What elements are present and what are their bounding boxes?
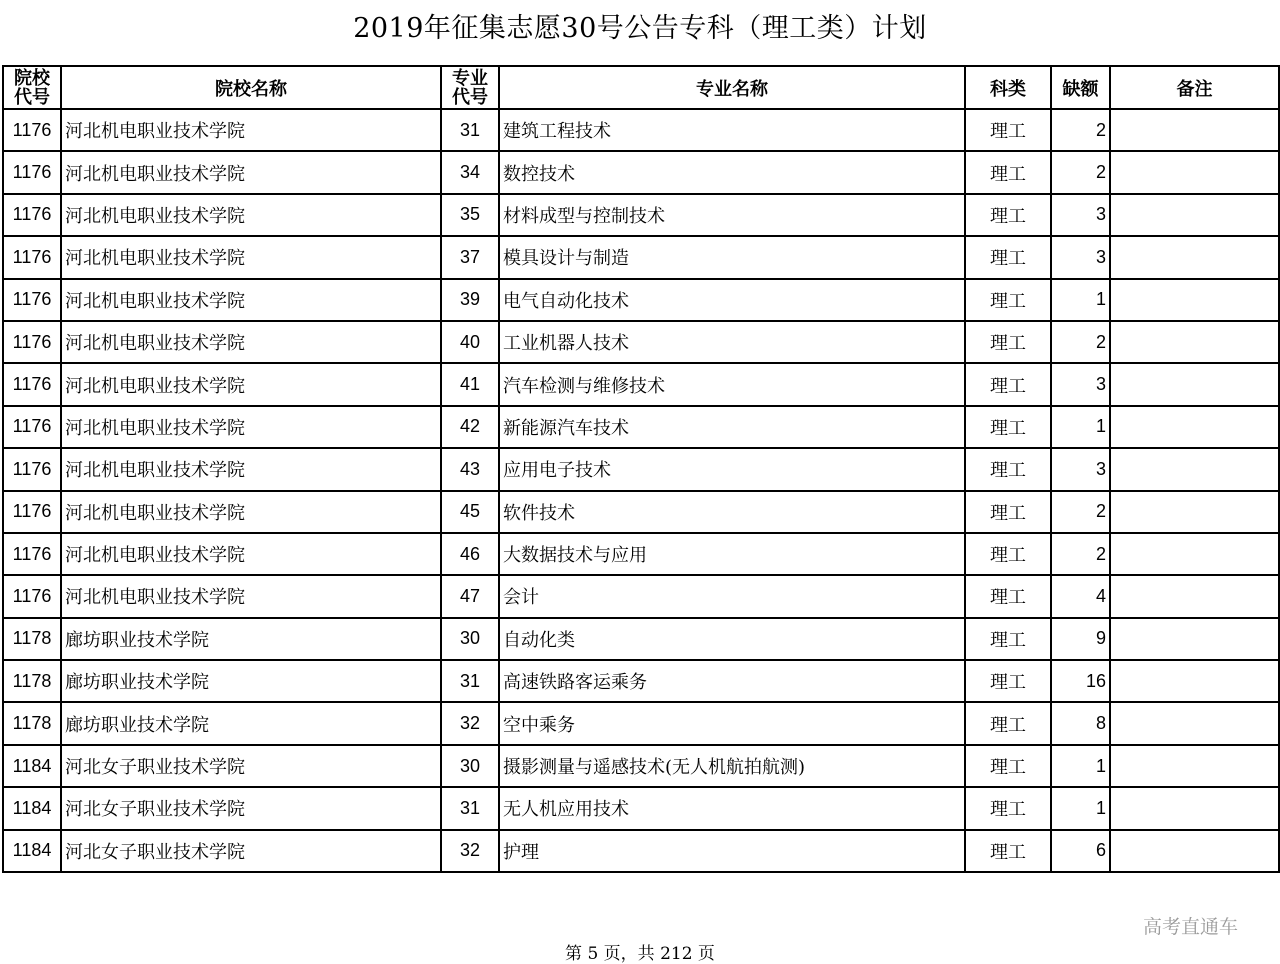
cell-remark [1110,702,1279,744]
cell-category: 理工 [965,787,1051,829]
cell-school-name: 河北机电职业技术学院 [61,491,441,533]
cell-major-code: 40 [441,321,499,363]
table-row [3,109,1279,151]
cell-category: 理工 [965,830,1051,872]
cell-major-code: 39 [441,279,499,321]
cell-school-name: 河北机电职业技术学院 [61,279,441,321]
cell-major-name: 无人机应用技术 [499,787,965,829]
cell-school-code: 1176 [3,279,61,321]
cell-quota: 3 [1051,194,1110,236]
header-school-code: 院校代号 [3,66,61,109]
cell-school-code: 1176 [3,194,61,236]
cell-major-code: 31 [441,109,499,151]
table-row [3,830,1279,872]
header-category: 科类 [965,66,1051,109]
cell-category: 理工 [965,448,1051,490]
cell-school-name: 廊坊职业技术学院 [61,660,441,702]
cell-school-name: 河北机电职业技术学院 [61,575,441,617]
watermark-text: 高考直通车 [1143,916,1239,938]
cell-category: 理工 [965,321,1051,363]
cell-remark [1110,491,1279,533]
cell-school-code: 1178 [3,660,61,702]
cell-school-code: 1176 [3,406,61,448]
table-row [3,236,1279,278]
cell-school-code: 1176 [3,151,61,193]
cell-category: 理工 [965,575,1051,617]
cell-major-code: 34 [441,151,499,193]
cell-major-code: 45 [441,491,499,533]
cell-school-name: 河北机电职业技术学院 [61,151,441,193]
page-footer: 第 5 页，共 212 页 [565,944,715,964]
cell-quota: 1 [1051,787,1110,829]
cell-major-name: 模具设计与制造 [499,236,965,278]
cell-school-code: 1178 [3,702,61,744]
cell-remark [1110,448,1279,490]
cell-school-code: 1176 [3,533,61,575]
table-row [3,533,1279,575]
cell-school-name: 河北女子职业技术学院 [61,745,441,787]
cell-quota: 4 [1051,575,1110,617]
cell-quota: 3 [1051,448,1110,490]
cell-quota: 2 [1051,491,1110,533]
cell-major-name: 应用电子技术 [499,448,965,490]
cell-school-code: 1176 [3,236,61,278]
cell-category: 理工 [965,660,1051,702]
header-quota: 缺额 [1051,66,1110,109]
cell-quota: 2 [1051,109,1110,151]
cell-remark [1110,787,1279,829]
cell-major-name: 软件技术 [499,491,965,533]
table-row [3,363,1279,405]
cell-quota: 9 [1051,618,1110,660]
cell-quota: 8 [1051,702,1110,744]
cell-major-name: 汽车检测与维修技术 [499,363,965,405]
cell-remark [1110,194,1279,236]
cell-school-code: 1176 [3,363,61,405]
cell-school-name: 河北机电职业技术学院 [61,236,441,278]
table-row [3,279,1279,321]
cell-category: 理工 [965,194,1051,236]
cell-school-name: 河北机电职业技术学院 [61,109,441,151]
table-row [3,321,1279,363]
cell-major-code: 47 [441,575,499,617]
cell-remark [1110,109,1279,151]
cell-school-code: 1176 [3,491,61,533]
table-row [3,491,1279,533]
cell-category: 理工 [965,236,1051,278]
cell-remark [1110,321,1279,363]
header-school-name: 院校名称 [61,66,441,109]
cell-school-name: 河北机电职业技术学院 [61,448,441,490]
cell-quota: 3 [1051,363,1110,405]
cell-category: 理工 [965,702,1051,744]
cell-major-code: 31 [441,660,499,702]
cell-school-code: 1176 [3,109,61,151]
cell-school-code: 1176 [3,321,61,363]
cell-school-code: 1184 [3,787,61,829]
header-major-name: 专业名称 [499,66,965,109]
table-header-row [3,66,1279,109]
table-row [3,702,1279,744]
cell-category: 理工 [965,406,1051,448]
cell-quota: 1 [1051,279,1110,321]
cell-quota: 2 [1051,533,1110,575]
table-row [3,151,1279,193]
table-row [3,448,1279,490]
cell-school-name: 河北机电职业技术学院 [61,406,441,448]
cell-category: 理工 [965,491,1051,533]
table-row [3,618,1279,660]
cell-category: 理工 [965,279,1051,321]
cell-major-code: 32 [441,702,499,744]
cell-major-name: 摄影测量与遥感技术(无人机航拍航测) [499,745,965,787]
document-title: 2019年征集志愿30号公告专科（理工类）计划 [353,13,927,44]
cell-major-code: 43 [441,448,499,490]
table-row [3,575,1279,617]
cell-quota: 6 [1051,830,1110,872]
cell-school-code: 1184 [3,745,61,787]
cell-major-name: 工业机器人技术 [499,321,965,363]
cell-quota: 1 [1051,406,1110,448]
cell-major-name: 空中乘务 [499,702,965,744]
cell-remark [1110,745,1279,787]
cell-major-code: 35 [441,194,499,236]
cell-school-code: 1176 [3,575,61,617]
cell-major-name: 数控技术 [499,151,965,193]
cell-major-code: 32 [441,830,499,872]
cell-remark [1110,363,1279,405]
cell-major-code: 42 [441,406,499,448]
cell-remark [1110,151,1279,193]
cell-school-code: 1184 [3,830,61,872]
cell-category: 理工 [965,618,1051,660]
cell-category: 理工 [965,533,1051,575]
cell-major-name: 会计 [499,575,965,617]
cell-school-name: 廊坊职业技术学院 [61,618,441,660]
cell-major-name: 电气自动化技术 [499,279,965,321]
cell-school-name: 河北机电职业技术学院 [61,194,441,236]
cell-remark [1110,618,1279,660]
table-row [3,194,1279,236]
cell-school-code: 1178 [3,618,61,660]
table-row [3,745,1279,787]
cell-remark [1110,236,1279,278]
cell-major-code: 31 [441,787,499,829]
cell-major-code: 46 [441,533,499,575]
cell-quota: 2 [1051,151,1110,193]
cell-school-name: 河北机电职业技术学院 [61,363,441,405]
table-row [3,660,1279,702]
cell-quota: 2 [1051,321,1110,363]
cell-school-name: 河北女子职业技术学院 [61,830,441,872]
cell-quota: 3 [1051,236,1110,278]
header-major-code: 专业代号 [441,66,499,109]
cell-major-name: 大数据技术与应用 [499,533,965,575]
cell-category: 理工 [965,363,1051,405]
cell-category: 理工 [965,109,1051,151]
cell-remark [1110,830,1279,872]
cell-major-code: 30 [441,618,499,660]
cell-school-name: 河北机电职业技术学院 [61,533,441,575]
plan-table [2,65,1280,873]
cell-major-name: 新能源汽车技术 [499,406,965,448]
cell-remark [1110,660,1279,702]
cell-category: 理工 [965,151,1051,193]
cell-major-name: 材料成型与控制技术 [499,194,965,236]
cell-major-name: 建筑工程技术 [499,109,965,151]
cell-quota: 1 [1051,745,1110,787]
cell-school-code: 1176 [3,448,61,490]
cell-remark [1110,533,1279,575]
cell-remark [1110,575,1279,617]
cell-major-name: 自动化类 [499,618,965,660]
cell-major-name: 高速铁路客运乘务 [499,660,965,702]
table-row [3,787,1279,829]
cell-remark [1110,279,1279,321]
cell-major-name: 护理 [499,830,965,872]
cell-school-name: 河北女子职业技术学院 [61,787,441,829]
cell-quota: 16 [1051,660,1110,702]
cell-school-name: 廊坊职业技术学院 [61,702,441,744]
cell-major-code: 37 [441,236,499,278]
cell-major-code: 41 [441,363,499,405]
cell-remark [1110,406,1279,448]
header-remark: 备注 [1110,66,1279,109]
table-row [3,406,1279,448]
cell-school-name: 河北机电职业技术学院 [61,321,441,363]
cell-category: 理工 [965,745,1051,787]
cell-major-code: 30 [441,745,499,787]
